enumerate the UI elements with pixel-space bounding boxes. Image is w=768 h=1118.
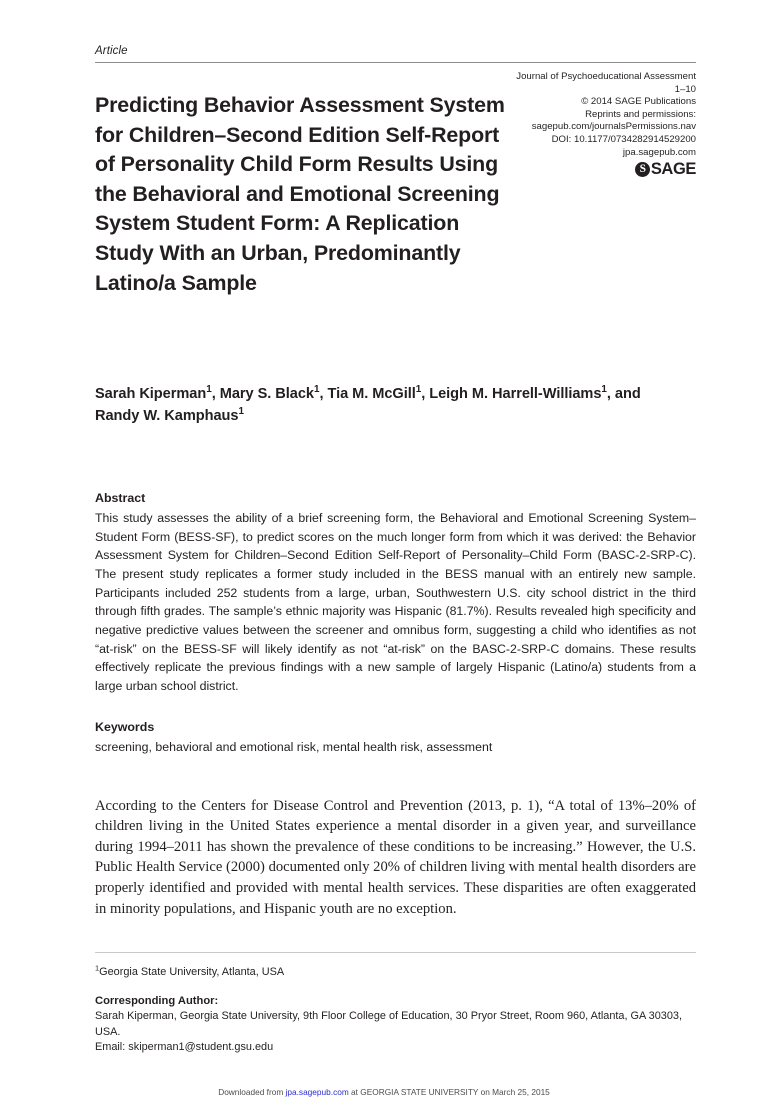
header-divider xyxy=(95,62,696,63)
body-paragraph: According to the Centers for Disease Control and Prevention (2013, p. 1), “A total of 13%–20% of children living in the United States experience a mental disorder in a given year, and surveillance during 1994–2011 has shown the prevalence of these conditions to be increasing.” However, the U.S. Public Health Service (2000) documented only 20% of children living with mental health disorders are properly identified and provided with mental health services. These disparities are often exaggerated in minority populations, and Hispanic youth are no exception. xyxy=(95,797,696,917)
author-affiliation xyxy=(95,965,696,980)
author-name: Randy W. Kamphaus xyxy=(95,408,239,424)
journal-copyright: © 2014 SAGE Publications xyxy=(581,96,696,108)
sage-circle-s-icon: S xyxy=(635,162,650,177)
author-name: Leigh M. Harrell-Williams xyxy=(429,386,602,402)
download-prefix: Downloaded from xyxy=(218,1087,286,1097)
email-address[interactable]: skiperman1@student.gsu.edu xyxy=(128,1040,274,1053)
sage-wordmark: SAGE xyxy=(650,160,696,179)
title-and-meta-row xyxy=(95,71,696,331)
author-name: Tia M. McGill xyxy=(327,386,416,402)
affiliation-text: Georgia State University, Atlanta, USA xyxy=(99,966,285,979)
author-affiliation-marker: 1 xyxy=(415,384,422,396)
page-content xyxy=(95,44,696,1055)
keywords-text: screening, behavioral and emotional risk, mental health risk, assessment xyxy=(95,739,493,754)
reprints-label: Reprints and permissions: xyxy=(585,108,696,120)
abstract-heading: Abstract xyxy=(95,491,146,505)
author-separator: , and xyxy=(606,386,641,402)
download-source-link[interactable]: jpa.sagepub.com xyxy=(285,1087,349,1097)
journal-metadata-block xyxy=(446,71,696,177)
author-name: Mary S. Black xyxy=(219,386,314,402)
body-section xyxy=(95,796,696,920)
email-label: Email: xyxy=(95,1040,129,1053)
journal-name: Journal of Psychoeducational Assessment xyxy=(516,71,696,82)
author-name: Sarah Kiperman xyxy=(95,386,207,402)
author-separator: , xyxy=(319,386,328,402)
abstract-section xyxy=(95,490,696,696)
footnote-divider xyxy=(95,952,696,953)
author-list xyxy=(95,383,655,427)
corresponding-author-email xyxy=(95,1040,696,1055)
keywords-heading: Keywords xyxy=(95,719,155,734)
author-affiliation-marker: 1 xyxy=(238,406,244,418)
affiliation-marker: 1 xyxy=(95,963,100,973)
author-affiliation-marker: 1 xyxy=(601,384,607,396)
sage-logo xyxy=(635,162,696,177)
download-suffix: at GEORGIA STATE UNIVERSITY on March 25, 2015 xyxy=(348,1087,550,1097)
keywords-section xyxy=(95,719,696,756)
journal-pages: 1–10 xyxy=(674,83,696,95)
running-head: Article xyxy=(95,45,128,57)
journal-site-url[interactable]: jpa.sagepub.com xyxy=(622,146,696,158)
author-separator: , xyxy=(421,386,430,402)
permissions-url[interactable]: sagepub.com/journalsPermissions.nav xyxy=(531,121,696,133)
corresponding-author-address: Sarah Kiperman, Georgia State University, 9th Floor College of Education, 30 Pryor Street, Room 960, Atlanta, GA 30303, USA. xyxy=(95,1010,682,1038)
author-affiliation-marker: 1 xyxy=(206,384,212,396)
page-title: Predicting Behavior Assessment System for Children–Second Edition Self-Report of Personality Child Form Results Using the Behavioral and Emotional Screening System Student Form: A Replication Study With an Urban, Predominantly Latino/a Sample xyxy=(95,93,505,295)
author-separator: , xyxy=(211,386,220,402)
download-footer xyxy=(0,1087,768,1098)
author-affiliation-marker: 1 xyxy=(313,384,320,396)
abstract-text: This study assesses the ability of a brief screening form, the Behavioral and Emotional Screening System–Student Form (BESS-SF), to predict scores on the much longer form from which it was derived: the Behavior Assessment System for Children–Second Edition Self-Report of Personality–Child Form (BASC-2-SRP-C). The present study replicates a former study included in the BESS manual with an entirely new sample. Participants included 252 students from a large, urban, Southwestern U.S. city school district in the third through fifth grades. The sample’s ethnic majority was Hispanic (81.7%). Results revealed high specificity and negative predictive values between the screener and omnibus form, suggesting a child who identifies as not “at-risk” on the BESS-SF will likely identify as not “at-risk” on the BASC-2-SRP-C domains. These results effectively replicate the previous findings with a new sample of largely Hispanic (Latino/a) students from a large urban school district. xyxy=(95,511,696,693)
corresponding-author-heading: Corresponding Author: xyxy=(95,995,219,1008)
journal-doi[interactable]: DOI: 10.1177/0734282914529200 xyxy=(551,133,696,145)
